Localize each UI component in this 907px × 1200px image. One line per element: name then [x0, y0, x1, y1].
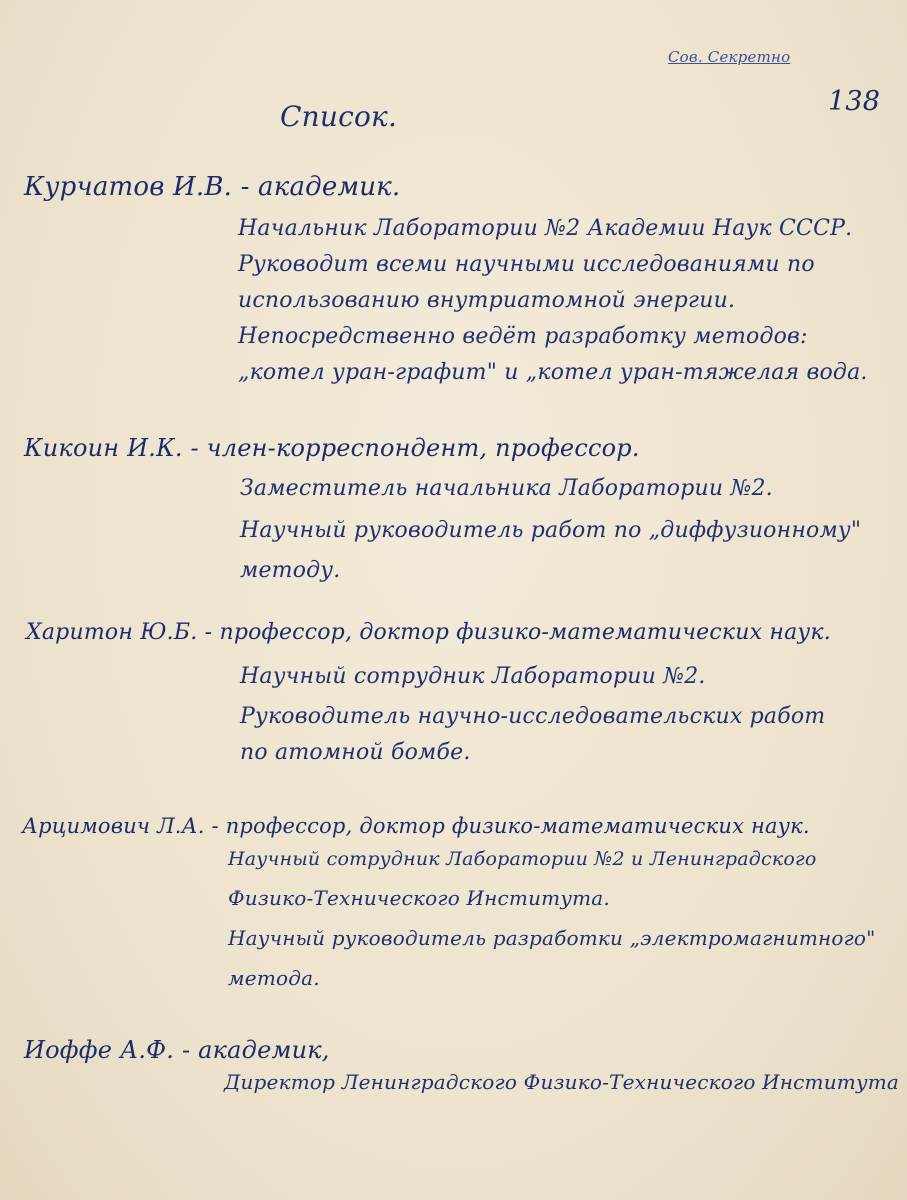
entry-line: Начальник Лаборатории №2 Академии Наук СССР.	[238, 216, 853, 241]
entry-line: метода.	[228, 966, 320, 990]
entry-line: „котел уран-графит" и „котел уран-тяжелая вода.	[238, 360, 868, 385]
entry-line: методу.	[240, 558, 341, 583]
entry-line: Непосредственно ведёт разработку методов:	[238, 324, 808, 349]
secret-stamp: Сов. Секретно	[668, 48, 791, 66]
entry-line: Руководит всеми научными исследованиями по	[238, 252, 815, 277]
page-number: 138	[828, 86, 881, 117]
entry-line: Научный руководитель разработки „электромагнитного"	[228, 926, 876, 950]
entry-line: Научный сотрудник Лаборатории №2.	[240, 664, 706, 689]
entry-name: Харитон Ю.Б. - профессор, доктор физико-математических наук.	[26, 620, 831, 645]
entry-name: Кикоин И.К. - член-корреспондент, профессор.	[24, 434, 640, 462]
entry-line: по атомной бомбе.	[240, 740, 471, 765]
entry-line: Научный сотрудник Лаборатории №2 и Ленинградского	[228, 848, 817, 870]
entry-line: Заместитель начальника Лаборатории №2.	[240, 476, 773, 501]
entry-name: Иоффе А.Ф. - академик,	[24, 1036, 330, 1064]
entry-name: Курчатов И.В. - академик.	[24, 172, 401, 202]
entry-line: Научный руководитель работ по „диффузионному"	[240, 518, 862, 543]
entry-name: Арцимович Л.А. - профессор, доктор физико-математических наук.	[22, 814, 810, 838]
page-title: Список.	[280, 100, 398, 133]
entry-line: Физико-Технического Института.	[228, 886, 610, 910]
entry-line: Руководитель научно-исследовательских работ	[240, 704, 826, 729]
entry-line: Директор Ленинградского Физико-Технического Института	[224, 1070, 900, 1094]
entry-line: использованию внутриатомной энергии.	[238, 288, 736, 313]
